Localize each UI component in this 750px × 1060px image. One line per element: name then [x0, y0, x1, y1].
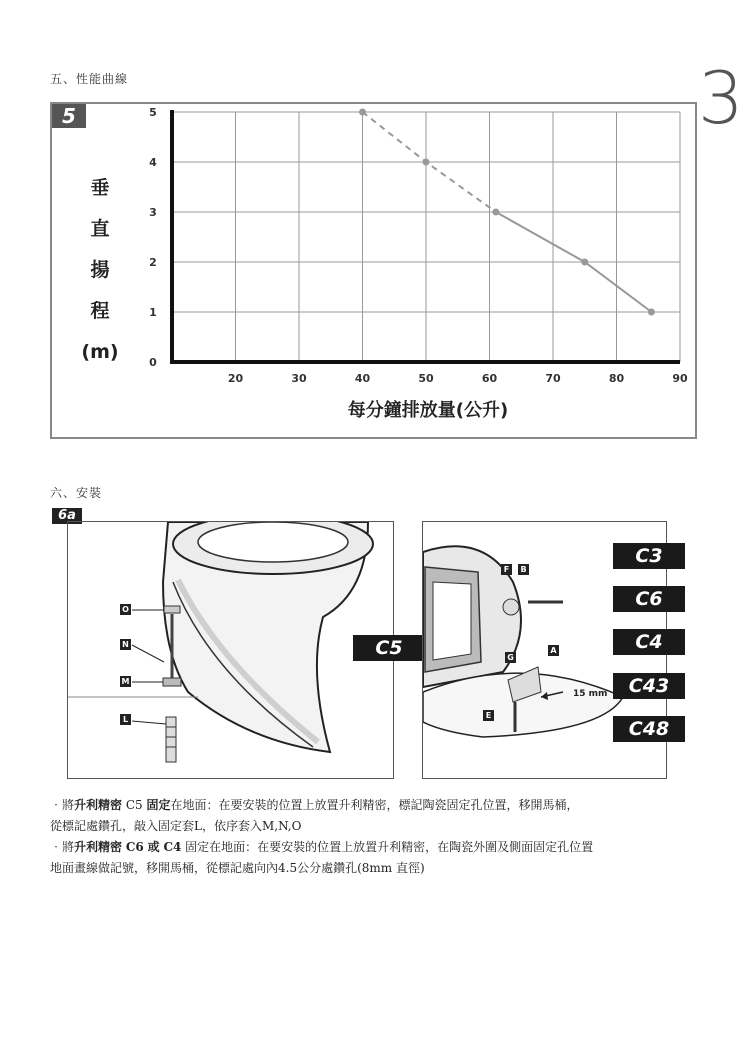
brand-name: 升利精密	[74, 840, 123, 854]
data-point	[492, 209, 499, 216]
code-c3: C3	[613, 543, 685, 569]
instruction-text: 固定在地面：在要安裝的位置上放置升利精密，在陶瓷外圍及側面固定孔位置	[185, 840, 594, 854]
code-c48: C48	[613, 716, 685, 742]
code-c4: C4	[613, 629, 685, 655]
x-axis-label: 每分鐘排放量(公升)	[347, 400, 509, 421]
figure-label-5: 5	[52, 104, 86, 128]
x-tick-label: 60	[481, 372, 498, 385]
page-number: 3	[698, 56, 744, 140]
part-label-m: M	[121, 677, 130, 686]
data-point	[581, 259, 588, 266]
part-label-l: L	[120, 714, 131, 725]
code-c5: C5	[353, 635, 425, 661]
part-label-b: B	[518, 564, 529, 575]
x-tick-label: 80	[608, 372, 625, 385]
code-c43: C43	[613, 673, 685, 699]
x-tick-label: 20	[227, 372, 244, 385]
part-label-o: O	[120, 604, 131, 615]
bullet-prefix: ‧將	[50, 798, 75, 812]
part-label-g: G	[505, 652, 516, 663]
instruction-text: 在地面：在要安裝的位置上放置升利精密，標記陶瓷固定孔位置，移開馬桶，	[170, 798, 579, 812]
model-code: C4	[163, 840, 182, 854]
y-tick-label: 1	[149, 306, 157, 319]
instruction-line-1	[50, 795, 720, 816]
y-axis-label-char: 揚	[90, 259, 110, 281]
y-axis-label-char: 直	[90, 218, 110, 240]
x-tick-label: 40	[354, 372, 371, 385]
data-point	[359, 109, 366, 116]
data-point	[423, 159, 430, 166]
figure-label-6a: 6a	[52, 508, 82, 524]
brand-name: 升利精密	[74, 798, 123, 812]
installation-instructions	[50, 795, 720, 879]
part-label-n: N	[120, 639, 131, 650]
install-diagram-left	[67, 521, 394, 779]
instruction-line-4: 地面畫線做記號，移開馬桶，從標記處向內4.5公分處鑽孔(8mm 直徑)	[50, 861, 425, 875]
instruction-line-2: 從標記處鑽孔，敲入固定套L，依序套入M,N,O	[50, 819, 302, 833]
y-axis-label-char: (m)	[81, 341, 119, 363]
y-tick-label: 3	[149, 206, 157, 219]
performance-chart	[0, 0, 750, 440]
data-point	[648, 309, 655, 316]
x-tick-label: 50	[418, 372, 434, 385]
x-tick-label: 70	[545, 372, 561, 385]
model-code: C6	[125, 840, 144, 854]
fix-word: 固定	[146, 798, 171, 812]
part-label-a: A	[548, 645, 559, 656]
y-axis-label-char: 垂	[90, 177, 110, 199]
toilet-side-illustration	[68, 522, 394, 779]
y-tick-label: 0	[149, 356, 157, 369]
instruction-line-3	[50, 837, 720, 858]
x-tick-label: 90	[672, 372, 688, 385]
measurement-label: 15 mm	[573, 689, 608, 699]
y-tick-label: 4	[149, 156, 157, 169]
or-word: 或	[147, 840, 160, 854]
y-axis-label-char: 程	[90, 300, 110, 322]
part-label-f: F	[501, 564, 512, 575]
model-code: C5	[125, 798, 143, 812]
bullet-prefix: ‧將	[50, 840, 75, 854]
part-label-e: E	[483, 710, 494, 721]
section-6-title: 六、安裝	[50, 486, 103, 500]
code-c6: C6	[613, 586, 685, 612]
section-5-title: 五、性能曲線	[50, 72, 129, 86]
y-tick-label: 5	[149, 106, 157, 119]
y-tick-label: 2	[149, 256, 157, 269]
x-tick-label: 30	[291, 372, 307, 385]
